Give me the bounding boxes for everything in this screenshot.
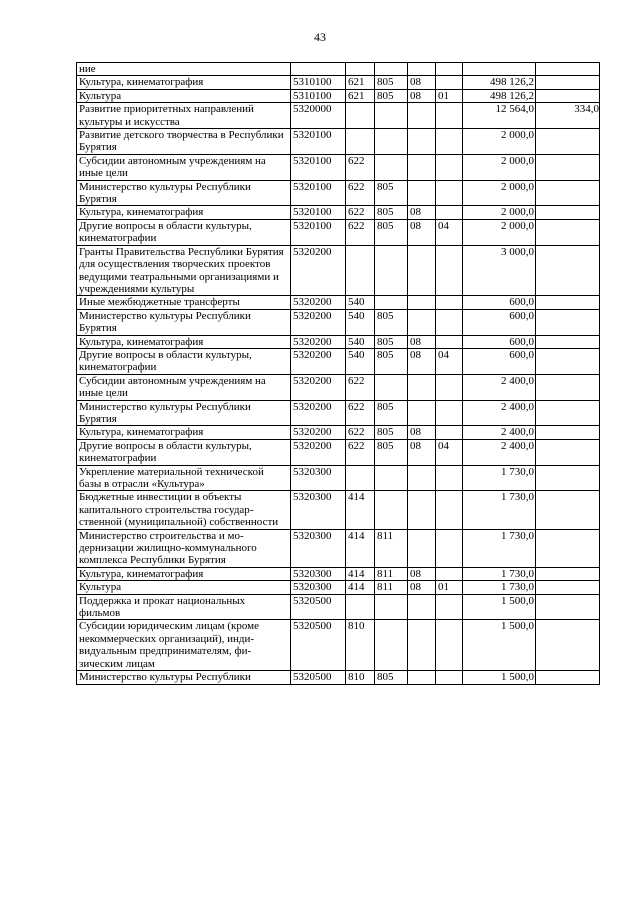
row-ministry-code [375, 465, 408, 491]
table-row [77, 129, 600, 155]
row-ministry-code [375, 129, 408, 155]
row-ministry-code [375, 374, 408, 400]
table-row [77, 76, 600, 89]
row-ministry-code: 805 [375, 426, 408, 439]
row-expense-type: 622 [346, 400, 375, 426]
row-amount: 2 400,0 [463, 439, 536, 465]
table-row [77, 103, 600, 129]
row-name: Министерство культуры Республики Бурятия [77, 400, 291, 426]
row-name: Министерство культуры Республики Бурятия [77, 309, 291, 335]
row-section: 08 [408, 348, 436, 374]
row-amount: 1 730,0 [463, 567, 536, 580]
table-row [77, 426, 600, 439]
row-subsection [436, 245, 463, 296]
row-extra-amount [536, 374, 600, 400]
row-section [408, 374, 436, 400]
row-target-code: 5320200 [291, 439, 346, 465]
row-ministry-code: 805 [375, 180, 408, 206]
table-row [77, 219, 600, 245]
page-number: 43 [314, 30, 326, 44]
row-expense-type: 622 [346, 426, 375, 439]
row-extra-amount [536, 335, 600, 348]
row-amount: 1 730,0 [463, 529, 536, 567]
row-name: Другие вопросы в области культуры, кинематографии [77, 219, 291, 245]
row-name: Субсидии автономным учреждениям на иные цели [77, 374, 291, 400]
row-subsection [436, 594, 463, 620]
row-subsection [436, 567, 463, 580]
row-target-code: 5320300 [291, 567, 346, 580]
row-extra-amount [536, 180, 600, 206]
table-row [77, 296, 600, 309]
table-row [77, 465, 600, 491]
row-extra-amount [536, 439, 600, 465]
table-row [77, 400, 600, 426]
row-extra-amount [536, 529, 600, 567]
row-target-code: 5320100 [291, 206, 346, 219]
row-amount: 2 000,0 [463, 154, 536, 180]
row-expense-type: 621 [346, 76, 375, 89]
table-row [77, 245, 600, 296]
row-expense-type [346, 465, 375, 491]
row-section: 08 [408, 567, 436, 580]
row-section [408, 400, 436, 426]
row-target-code: 5320200 [291, 400, 346, 426]
row-target-code: 5320100 [291, 154, 346, 180]
row-expense-type: 622 [346, 439, 375, 465]
row-amount: 600,0 [463, 348, 536, 374]
row-expense-type: 540 [346, 309, 375, 335]
row-section [408, 465, 436, 491]
row-subsection [436, 206, 463, 219]
row-extra-amount [536, 296, 600, 309]
row-ministry-code: 805 [375, 439, 408, 465]
row-ministry-code [375, 491, 408, 529]
row-amount: 12 564,0 [463, 103, 536, 129]
row-ministry-code [375, 63, 408, 76]
row-section: 08 [408, 89, 436, 102]
row-ministry-code: 811 [375, 567, 408, 580]
row-subsection: 04 [436, 219, 463, 245]
row-target-code: 5320000 [291, 103, 346, 129]
row-subsection [436, 154, 463, 180]
row-name: Культура [77, 581, 291, 594]
row-subsection [436, 335, 463, 348]
row-target-code: 5320200 [291, 374, 346, 400]
table-row [77, 348, 600, 374]
row-name: Культура [77, 89, 291, 102]
table-row [77, 529, 600, 567]
row-name: Развитие приоритетных направлений культуры и искусства [77, 103, 291, 129]
row-target-code: 5320200 [291, 296, 346, 309]
table-row [77, 581, 600, 594]
row-section [408, 245, 436, 296]
row-amount: 1 730,0 [463, 581, 536, 594]
row-ministry-code: 811 [375, 581, 408, 594]
row-section [408, 309, 436, 335]
row-target-code: 5320200 [291, 309, 346, 335]
row-subsection: 01 [436, 581, 463, 594]
row-ministry-code: 805 [375, 206, 408, 219]
row-section: 08 [408, 76, 436, 89]
row-section: 08 [408, 206, 436, 219]
row-target-code: 5320300 [291, 581, 346, 594]
row-name: Культура, кинематография [77, 567, 291, 580]
row-subsection [436, 426, 463, 439]
row-subsection [436, 374, 463, 400]
row-ministry-code: 805 [375, 348, 408, 374]
row-section [408, 63, 436, 76]
row-amount: 2 000,0 [463, 129, 536, 155]
table-row [77, 335, 600, 348]
row-section [408, 180, 436, 206]
row-amount: 2 000,0 [463, 219, 536, 245]
row-section [408, 103, 436, 129]
row-amount: 1 500,0 [463, 594, 536, 620]
row-section [408, 296, 436, 309]
row-extra-amount [536, 465, 600, 491]
row-name: Министерство строительства и модернизации жилищно-коммунального комплекса Республики Бурятия [77, 529, 291, 567]
row-amount: 1 500,0 [463, 620, 536, 671]
budget-table [76, 62, 600, 685]
table-row [77, 439, 600, 465]
row-extra-amount [536, 348, 600, 374]
row-section: 08 [408, 335, 436, 348]
row-subsection [436, 491, 463, 529]
row-subsection [436, 400, 463, 426]
row-name: Укрепление материальной технической базы в отрасли «Культура» [77, 465, 291, 491]
row-extra-amount [536, 671, 600, 684]
row-expense-type [346, 129, 375, 155]
row-ministry-code [375, 154, 408, 180]
row-extra-amount [536, 129, 600, 155]
row-extra-amount [536, 567, 600, 580]
row-section: 08 [408, 426, 436, 439]
row-target-code: 5320100 [291, 219, 346, 245]
row-extra-amount [536, 594, 600, 620]
row-amount: 1 730,0 [463, 491, 536, 529]
row-name: Поддержка и прокат национальных фильмов [77, 594, 291, 620]
row-extra-amount [536, 620, 600, 671]
row-ministry-code: 805 [375, 671, 408, 684]
row-section [408, 154, 436, 180]
row-subsection [436, 671, 463, 684]
row-extra-amount [536, 89, 600, 102]
row-name: Гранты Правительства Республики Бурятия для осуществления творческих проектов ведущими театральными организациями и учреждениями культуры [77, 245, 291, 296]
table-row [77, 671, 600, 684]
table-row [77, 594, 600, 620]
row-target-code: 5320100 [291, 180, 346, 206]
table-row [77, 374, 600, 400]
row-expense-type: 621 [346, 89, 375, 102]
row-extra-amount [536, 219, 600, 245]
row-extra-amount [536, 581, 600, 594]
row-subsection [436, 296, 463, 309]
row-name: Субсидии юридическим лицам (кроме некоммерческих организаций), индивидуальным предпринимателям, физическим лицам [77, 620, 291, 671]
row-expense-type: 810 [346, 671, 375, 684]
row-expense-type: 540 [346, 296, 375, 309]
table-row [77, 309, 600, 335]
table-row [77, 491, 600, 529]
row-ministry-code: 805 [375, 400, 408, 426]
row-extra-amount [536, 245, 600, 296]
row-extra-amount [536, 309, 600, 335]
row-expense-type: 414 [346, 581, 375, 594]
row-target-code: 5320500 [291, 671, 346, 684]
row-amount [463, 63, 536, 76]
row-name: Другие вопросы в области культуры, кинематографии [77, 348, 291, 374]
row-name: ние [77, 63, 291, 76]
row-subsection [436, 63, 463, 76]
row-name: Другие вопросы в области культуры, кинематографии [77, 439, 291, 465]
row-ministry-code: 805 [375, 89, 408, 102]
row-target-code: 5320500 [291, 594, 346, 620]
row-extra-amount [536, 206, 600, 219]
row-expense-type: 540 [346, 335, 375, 348]
row-extra-amount [536, 426, 600, 439]
row-amount: 600,0 [463, 296, 536, 309]
row-expense-type: 414 [346, 567, 375, 580]
row-target-code: 5320100 [291, 129, 346, 155]
row-section [408, 620, 436, 671]
row-subsection [436, 180, 463, 206]
row-name: Культура, кинематография [77, 206, 291, 219]
row-name: Субсидии автономным учреждениям на иные цели [77, 154, 291, 180]
row-name: Иные межбюджетные трансферты [77, 296, 291, 309]
row-amount: 498 126,2 [463, 76, 536, 89]
row-expense-type: 622 [346, 154, 375, 180]
table-row [77, 89, 600, 102]
table-row [77, 154, 600, 180]
table-row [77, 63, 600, 76]
row-target-code: 5320300 [291, 529, 346, 567]
row-section [408, 594, 436, 620]
row-subsection: 04 [436, 348, 463, 374]
table-row [77, 567, 600, 580]
table-row [77, 620, 600, 671]
row-target-code: 5320300 [291, 465, 346, 491]
row-target-code: 5320200 [291, 348, 346, 374]
row-section [408, 671, 436, 684]
row-subsection: 01 [436, 89, 463, 102]
row-ministry-code [375, 296, 408, 309]
row-target-code: 5320200 [291, 245, 346, 296]
row-expense-type: 622 [346, 206, 375, 219]
row-target-code [291, 63, 346, 76]
row-expense-type [346, 245, 375, 296]
row-subsection [436, 76, 463, 89]
row-name: Министерство культуры Республики Бурятия [77, 180, 291, 206]
row-extra-amount [536, 491, 600, 529]
row-ministry-code: 805 [375, 219, 408, 245]
row-expense-type: 810 [346, 620, 375, 671]
row-expense-type [346, 63, 375, 76]
row-amount: 600,0 [463, 309, 536, 335]
row-target-code: 5320500 [291, 620, 346, 671]
row-subsection [436, 465, 463, 491]
row-ministry-code [375, 103, 408, 129]
row-amount: 2 400,0 [463, 374, 536, 400]
table-row [77, 180, 600, 206]
row-amount: 1 730,0 [463, 465, 536, 491]
row-expense-type: 622 [346, 374, 375, 400]
row-expense-type: 414 [346, 529, 375, 567]
row-expense-type: 622 [346, 180, 375, 206]
row-ministry-code: 811 [375, 529, 408, 567]
row-name: Культура, кинематография [77, 335, 291, 348]
row-subsection [436, 620, 463, 671]
row-expense-type: 540 [346, 348, 375, 374]
row-target-code: 5310100 [291, 76, 346, 89]
row-name: Культура, кинематография [77, 426, 291, 439]
row-name: Развитие детского творчества в Республики Бурятия [77, 129, 291, 155]
row-extra-amount [536, 400, 600, 426]
row-amount: 2 000,0 [463, 180, 536, 206]
row-extra-amount [536, 63, 600, 76]
row-amount: 1 500,0 [463, 671, 536, 684]
row-subsection [436, 309, 463, 335]
row-target-code: 5320200 [291, 426, 346, 439]
row-ministry-code: 805 [375, 309, 408, 335]
row-target-code: 5310100 [291, 89, 346, 102]
row-section [408, 529, 436, 567]
row-ministry-code [375, 620, 408, 671]
row-subsection [436, 529, 463, 567]
row-expense-type [346, 103, 375, 129]
row-section: 08 [408, 219, 436, 245]
row-amount: 3 000,0 [463, 245, 536, 296]
row-amount: 2 400,0 [463, 426, 536, 439]
row-expense-type: 622 [346, 219, 375, 245]
row-amount: 2 000,0 [463, 206, 536, 219]
row-subsection [436, 103, 463, 129]
row-expense-type: 414 [346, 491, 375, 529]
row-amount: 498 126,2 [463, 89, 536, 102]
row-name: Министерство культуры Республики [77, 671, 291, 684]
row-amount: 2 400,0 [463, 400, 536, 426]
row-section: 08 [408, 439, 436, 465]
table-body [77, 63, 600, 685]
row-subsection [436, 129, 463, 155]
row-amount: 600,0 [463, 335, 536, 348]
row-name: Культура, кинематография [77, 76, 291, 89]
row-ministry-code [375, 245, 408, 296]
row-extra-amount [536, 154, 600, 180]
row-name: Бюджетные инвестиции в объекты капитального строительства государственной (муниципальной) собственности [77, 491, 291, 529]
row-subsection: 04 [436, 439, 463, 465]
row-target-code: 5320300 [291, 491, 346, 529]
row-expense-type [346, 594, 375, 620]
row-extra-amount: 334,0 [536, 103, 600, 129]
row-ministry-code: 805 [375, 335, 408, 348]
row-target-code: 5320200 [291, 335, 346, 348]
row-section [408, 129, 436, 155]
row-section [408, 491, 436, 529]
row-extra-amount [536, 76, 600, 89]
row-section: 08 [408, 581, 436, 594]
row-ministry-code [375, 594, 408, 620]
table-row [77, 206, 600, 219]
row-ministry-code: 805 [375, 76, 408, 89]
